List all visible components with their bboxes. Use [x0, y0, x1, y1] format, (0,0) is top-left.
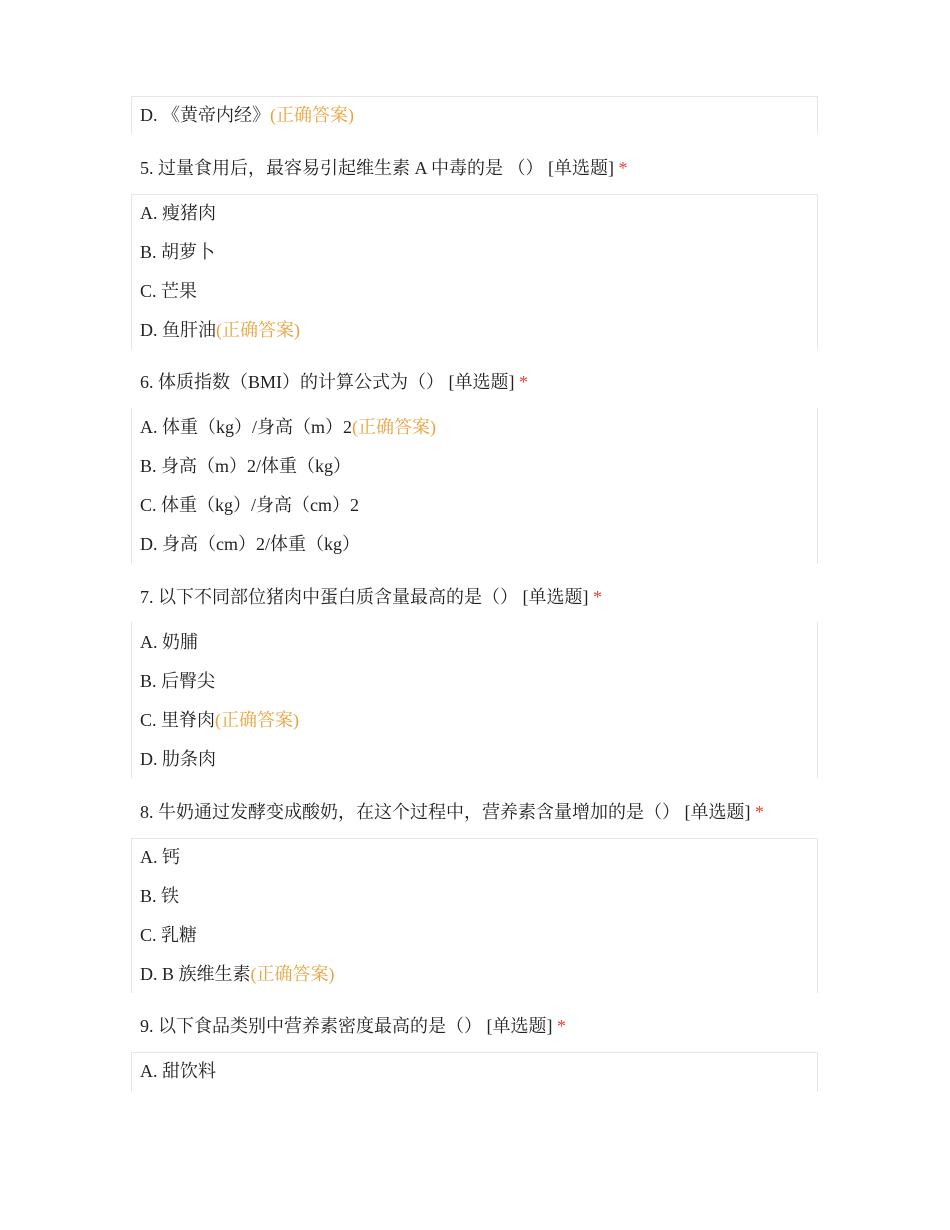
option-box-q5 [131, 194, 818, 350]
option-text: D. B 族维生素 [140, 964, 251, 984]
required-star: * [593, 587, 602, 607]
option-q6-d [140, 533, 360, 555]
question-text: 9. 以下食品类别中营养素密度最高的是（） [单选题] [140, 1016, 553, 1036]
option-q8-c [140, 924, 197, 946]
option-prev-d [140, 104, 354, 126]
option-text: D. 身高（cm）2/体重（kg） [140, 534, 360, 554]
option-q7-a [140, 631, 198, 653]
option-text: B. 铁 [140, 886, 180, 906]
correct-answer-mark: (正确答案) [250, 964, 335, 984]
option-text: C. 芒果 [140, 281, 198, 301]
option-text: D. 肋条肉 [140, 749, 216, 769]
correct-answer-mark: (正确答案) [270, 105, 354, 125]
option-q8-a [140, 846, 180, 868]
option-text: A. 甜饮料 [140, 1061, 216, 1081]
option-q6-b [140, 455, 351, 477]
option-text: A. 奶脯 [140, 632, 198, 652]
option-box-prev [131, 96, 818, 134]
option-q7-b [140, 670, 215, 692]
option-q6-a [140, 416, 436, 438]
option-box-q9 [131, 1052, 818, 1092]
option-q5-c [140, 280, 197, 302]
option-text: B. 身高（m）2/体重（kg） [140, 456, 352, 476]
option-box-q6 [131, 408, 818, 564]
question-7-title [140, 586, 602, 608]
option-box-q8 [131, 838, 818, 993]
option-text: A. 钙 [140, 847, 180, 867]
question-text: 5. 过量食用后，最容易引起维生素 A 中毒的是 （） [单选题] [140, 158, 614, 178]
question-text: 7. 以下不同部位猪肉中蛋白质含量最高的是（） [单选题] [140, 587, 589, 607]
question-9-title [140, 1015, 566, 1037]
required-star: * [618, 158, 628, 178]
option-q5-d [140, 319, 300, 341]
option-text: C. 体重（kg）/身高（cm）2 [140, 495, 359, 515]
option-q6-c [140, 494, 359, 516]
option-text: A. 体重（kg）/身高（m）2 [140, 417, 353, 437]
option-q9-a [140, 1060, 216, 1082]
correct-answer-mark: (正确答案) [216, 320, 300, 340]
option-q7-d [140, 748, 216, 770]
correct-answer-mark: (正确答案) [215, 710, 300, 730]
required-star: * [519, 372, 528, 392]
option-text: A. 瘦猪肉 [140, 203, 216, 223]
option-text: D. 鱼肝油 [140, 320, 216, 340]
option-q8-b [140, 885, 179, 907]
option-text: C. 里脊肉 [140, 710, 216, 730]
correct-answer-mark: (正确答案) [352, 417, 437, 437]
required-star: * [557, 1016, 566, 1036]
option-q7-c [140, 709, 299, 731]
question-5-title [140, 157, 628, 179]
option-q8-d [140, 963, 335, 985]
option-q5-a [140, 202, 216, 224]
option-text: B. 后臀尖 [140, 671, 216, 691]
question-text: 6. 体质指数（BMI）的计算公式为（） [单选题] [140, 372, 515, 392]
question-text: 8. 牛奶通过发酵变成酸奶，在这个过程中，营养素含量增加的是（） [单选题] [140, 802, 751, 822]
option-text: B. 胡萝卜 [140, 242, 216, 262]
option-text: D. 《黄帝内经》 [140, 105, 270, 125]
question-8-title [140, 801, 764, 823]
question-6-title [140, 371, 528, 393]
option-box-q7 [131, 622, 818, 778]
option-text: C. 乳糖 [140, 925, 198, 945]
required-star: * [755, 802, 764, 822]
option-q5-b [140, 241, 215, 263]
